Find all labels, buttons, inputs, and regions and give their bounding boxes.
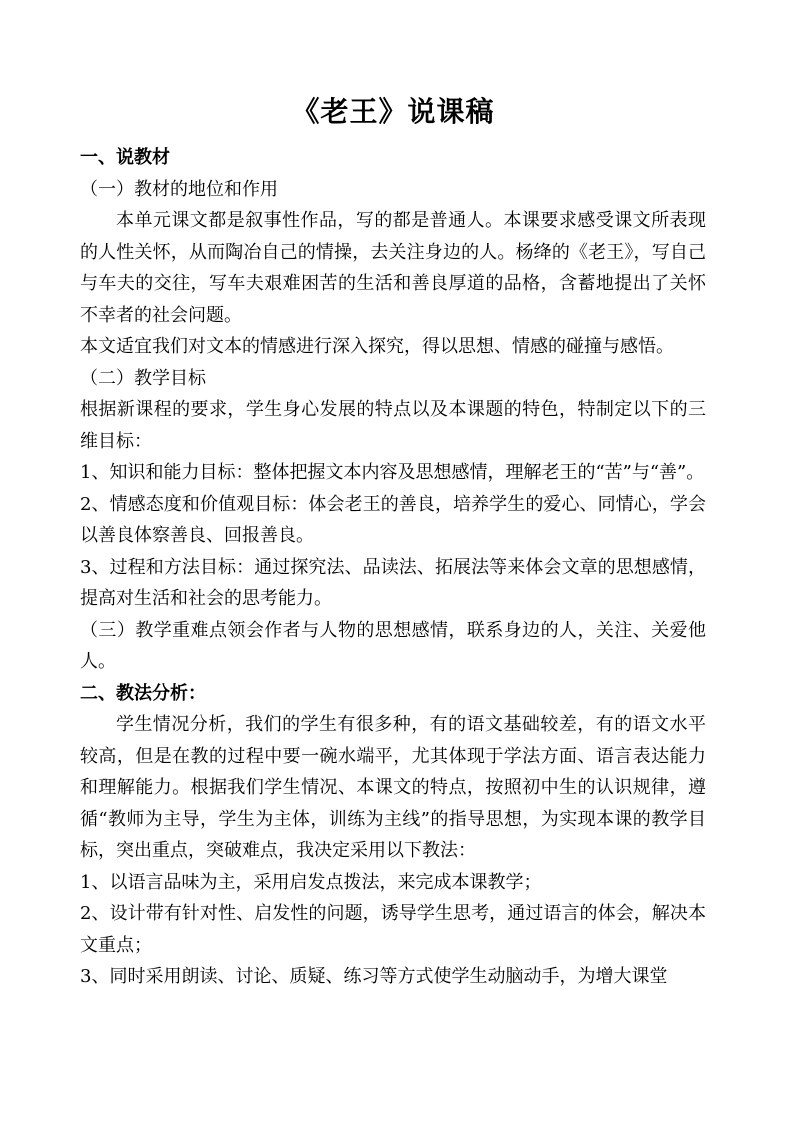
subheading-teaching-goals: （二）教学目标 xyxy=(80,367,206,389)
method-item-3: 3、同时采用朗读、讨论、质疑、练习等方式使学生动脑动手，为增大课堂 xyxy=(80,966,668,987)
goal-knowledge: 1、知识和能力目标：整体把握文本内容及思想感情，理解老王的“苦”与“善”。 xyxy=(80,462,705,483)
goal-process: 3、过程和方法目标：通过探究法、品读法、拓展法等来体会文章的思想感情，提高对生活和社会的思考能力。 xyxy=(80,556,706,609)
method-item-2: 2、设计带有针对性、启发性的问题，诱导学生思考，通过语言的体会，解决本文重点； xyxy=(80,903,706,956)
paragraph-student-analysis: 学生情况分析，我们的学生有很多种，有的语文基础较差，有的语文水平较高，但是在教的过程中要一碗水端平，尤其体现于学法方面、语言表达能力和理解能力。根据我们学生情况、本课文的特点，按照初中生的认识规律，遵循“教师为主导，学生为主体，训练为主线”的指导思想，为实现本课的教学目标，突出重点，突破难点，我决定采用以下教法： xyxy=(80,714,706,861)
paragraph-unit-intro: 本单元课文都是叙事性作品，写的都是普通人。本课要求感受课文所表现的人性关怀，从而陶冶自己的情操，去关注身边的人。杨绛的《老王》，写自己与车夫的交往，写车夫艰难困苦的生活和善良厚道的品格，含蓄地提出了关怀不幸者的社会问题。 xyxy=(80,210,706,326)
goal-emotion: 2、情感态度和价值观目标：体会老王的善良，培养学生的爱心、同情心，学会以善良体察善良、回报善良。 xyxy=(80,493,706,546)
paragraph-goals-intro: 根据新课程的要求，学生身心发展的特点以及本课题的特色，特制定以下的三维目标： xyxy=(80,399,706,452)
section-heading-methods: 二、教法分析： xyxy=(80,682,206,704)
method-item-1: 1、以语言品味为主，采用启发点拨法，来完成本课教学； xyxy=(80,871,542,893)
subheading-status-role: （一）教材的地位和作用 xyxy=(80,178,278,200)
page-title: 《老王》说课稿 xyxy=(291,95,495,128)
paragraph-key-points: （三）教学重难点领会作者与人物的思想感情，联系身边的人，关注、关爱他人。 xyxy=(80,619,706,672)
section-heading-textbook: 一、说教材 xyxy=(80,147,170,168)
paragraph-emotion: 本文适宜我们对文本的情感进行深入探究，得以思想、情感的碰撞与感悟。 xyxy=(80,336,674,357)
